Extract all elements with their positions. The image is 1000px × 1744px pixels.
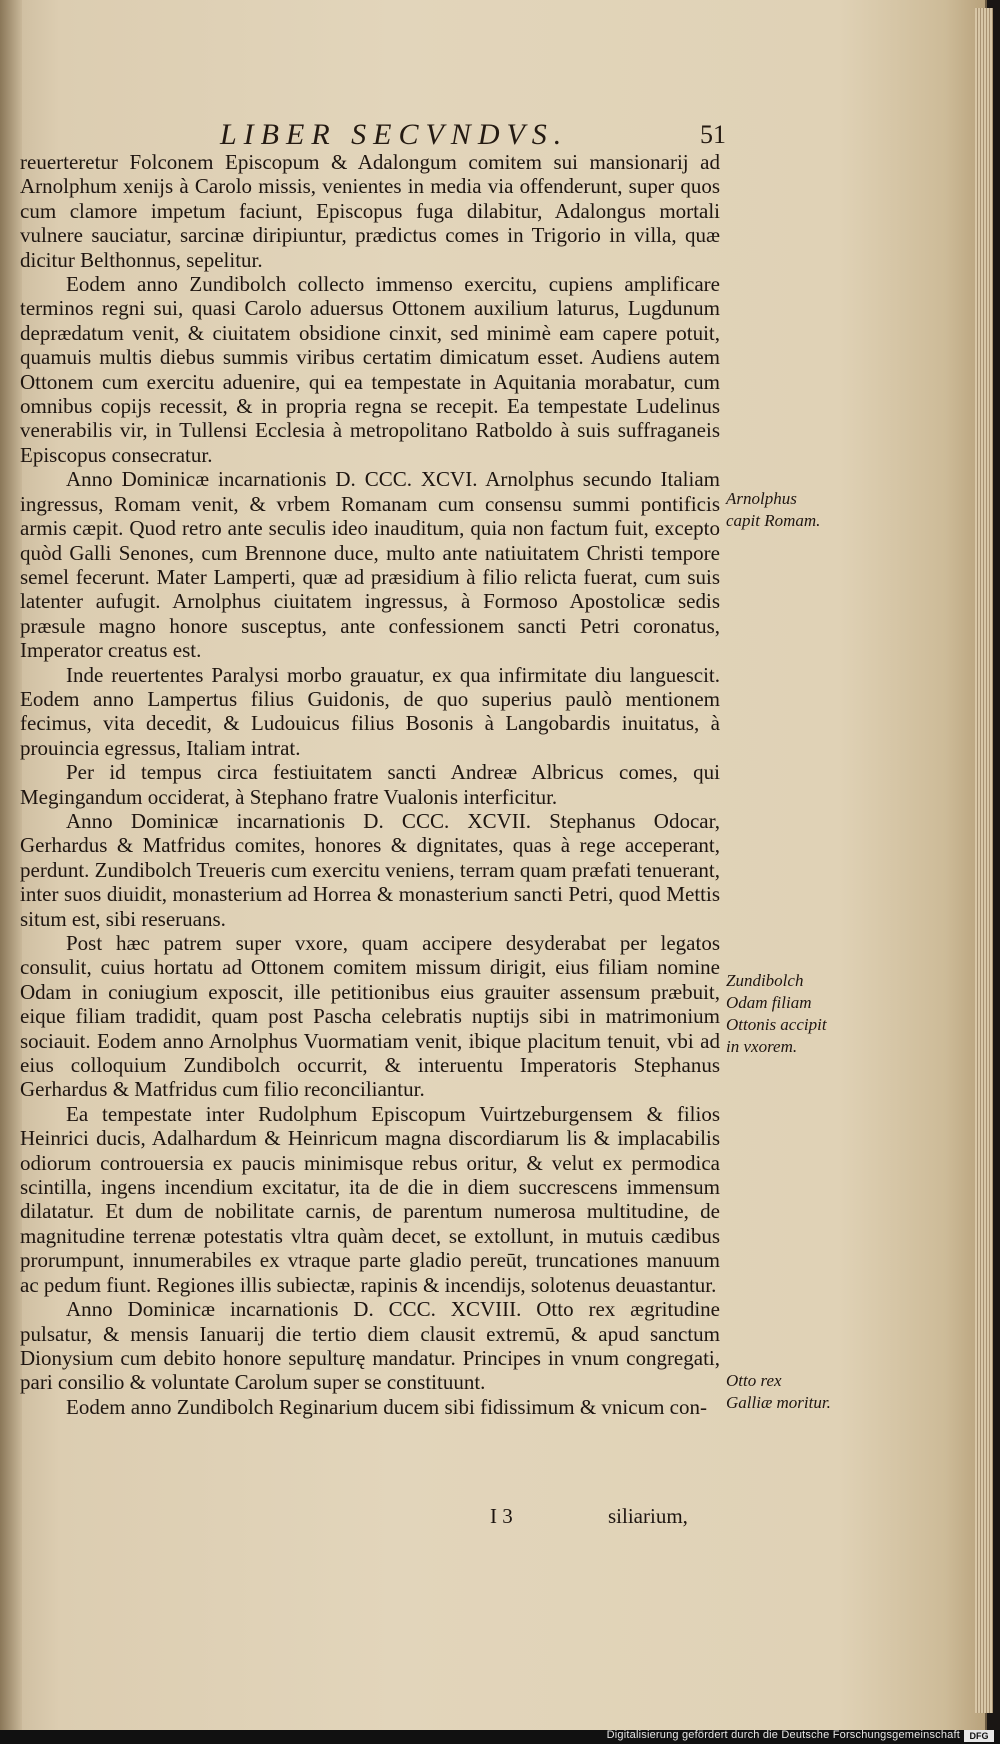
- running-title: LIBER SECVNDVS.: [220, 118, 569, 151]
- gutter-shadow: [0, 0, 22, 1730]
- signature-line: [490, 1504, 720, 1529]
- paragraph: Anno Dominicæ incarnationis D. CCC. XCVII. Stephanus Odocar, Gerhardus & Matfridus comites, honores & dignitates, quas à rege acceperant, perdunt. Zundibolch Treueris cum exercitu veniens, terram quam præfati tenuerant, inter suos diuidit, monasterium ad Horrea & monasterium sancti Petri, quod Mettis situm est, sibi reseruans.: [20, 808, 720, 931]
- margin-note: Otto rex Galliæ moritur.: [726, 1371, 831, 1412]
- paragraph: Anno Dominicæ incarnationis D. CCC. XCVI. Arnolphus secundo Italiam ingressus, Romam venit, & vrbem Romanam cum consensu summi pontificis armis cæpit. Quod retro ante seculis ideo inauditum, quia non factum fuit, excepto quòd Galli Senones, cum Brennone duce, multo ante natiuitatem Christi tempore semel fecerunt. Mater Lamperti, quæ ad præsidium à filio relicta fuerat, cum suis latenter aufugit. Arnolphus ciuitatem ingressus, à Formoso Apostolicæ sedis præsule magno honore susceptus, ante confessionem sancti Petri coronatus, Imperator creatus est.: [20, 467, 720, 663]
- margin-note: Arnolphus capit Romam.: [726, 489, 821, 530]
- margin-note: Zundibolch Odam filiam Ottonis accipit in vxorem.: [726, 971, 827, 1056]
- dfg-logo: DFG: [964, 1730, 994, 1742]
- paragraph: Eodem anno Zundibolch Reginarium ducem sibi fidissimum & vnicum con-: [66, 1394, 707, 1419]
- paragraph: Ea tempestate inter Rudolphum Episcopum Vuirtzeburgensem & filios Heinrici ducis, Adalhardum & Heinricum magna discordiarum lis & implacabilis odiorum controuersia ex paucis minimisque rebus oritur, & velut ex permodica scintilla, ingens incendium excitatur, ita de die in diem succrescens immensum dilatatur. Et dum de nobilitate carnis, de parentum numerosa multitudine, de magnitudine terrenæ potestatis vltra quàm decet, se extollunt, in mutuis cædibus prorumpunt, innumerabiles ex vtraque parte gladio pereūt, truncationes manuum ac pedum fiunt. Regiones illis subiectæ, rapinis & incendijs, solotenus deuastantur.: [20, 1101, 720, 1297]
- page-number: 51: [700, 120, 726, 149]
- catchword: siliarium,: [608, 1504, 688, 1528]
- footer-credit: Digitalisierung gefördert durch die Deutsche Forschungsgemeinschaft: [606, 1729, 960, 1741]
- paragraph: Eodem anno Zundibolch collecto immenso exercitu, cupiens amplificare terminos regni sui, quasi Carolo aduersus Ottonem auxilium laturus, Lugdunum deprædatum venit, & ciuitatem obsidione cinxit, sed minimè eam capere potuit, quamuis multis diebus summis viribus certatim dimicatum esset. Audiens autem Ottonem cum exercitu aduenire, qui ea tempestate in Aquitania morabatur, cum omnibus copijs recessit, & in propria regna se recepit. Ea tempestate Ludelinus venerabilis vir, in Tullensi Ecclesia à metropolitano Ratboldo à suis suffraganeis Episcopus consecratur.: [20, 272, 720, 467]
- paragraph: reuerteretur Folconem Episcopum & Adalongum comitem sui mansionarij ad Arnolphum xenijs à Carolo missis, venientes in media via offenderunt, super quos cum clamore impetum faciunt, Episcopus fuga dilabitur, Adalongus mortali vulnere sauciatur, sarcinæ diripiuntur, prædictus comes in Trigorio in villa, quæ dicitur Belthonnus, sepelitur.: [20, 150, 720, 272]
- page-edges: [975, 8, 993, 1713]
- signature-mark: I 3: [490, 1504, 513, 1528]
- paragraph: Inde reuertentes Paralysi morbo grauatur, ex qua infirmitate diu languescit. Eodem anno Lampertus filius Guidonis, de quo superius paulò mentionem fecimus, vita decedit, & Ludouicus filius Bosonis à Langobardis inuitatus, à prouincia egressus, Italiam intrat.: [20, 662, 720, 760]
- paragraph: Post hæc patrem super vxore, quam accipere desyderabat per legatos consulit, cuius hortatu ad Ottonem comitem missum dirigit, eius filiam nomine Odam in coniugium exposcit, ille petitionibus eius grauiter assensum præbuit, eique filiam tradidit, quam post Pascha celebratis nuptijs sibi in matrimonium sociauit. Eodem anno Arnolphus Vuormatiam venit, ibique placitum tenuit, vbi ad eius colloquium Zundibolch occurrit, & interuentu Imperatoris Stephanus Gerhardus & Matfridus cum filio reconciliantur.: [20, 931, 720, 1102]
- main-text: [20, 150, 720, 1419]
- paragraph: Per id tempus circa festiuitatem sancti Andreæ Albricus comes, qui Megingandum occiderat, à Stephano fratre Vualonis interficitur.: [20, 760, 720, 809]
- paragraph: Anno Dominicæ incarnationis D. CCC. XCVIII. Otto rex ægritudine pulsatur, & mensis Ianuarij die tertio diem clausit extremū, & apud sanctum Dionysium cum debito honore sepulturę mandatur. Principes in vnum congregati, pari consilio & voluntate Carolum super se constituunt.: [20, 1297, 720, 1395]
